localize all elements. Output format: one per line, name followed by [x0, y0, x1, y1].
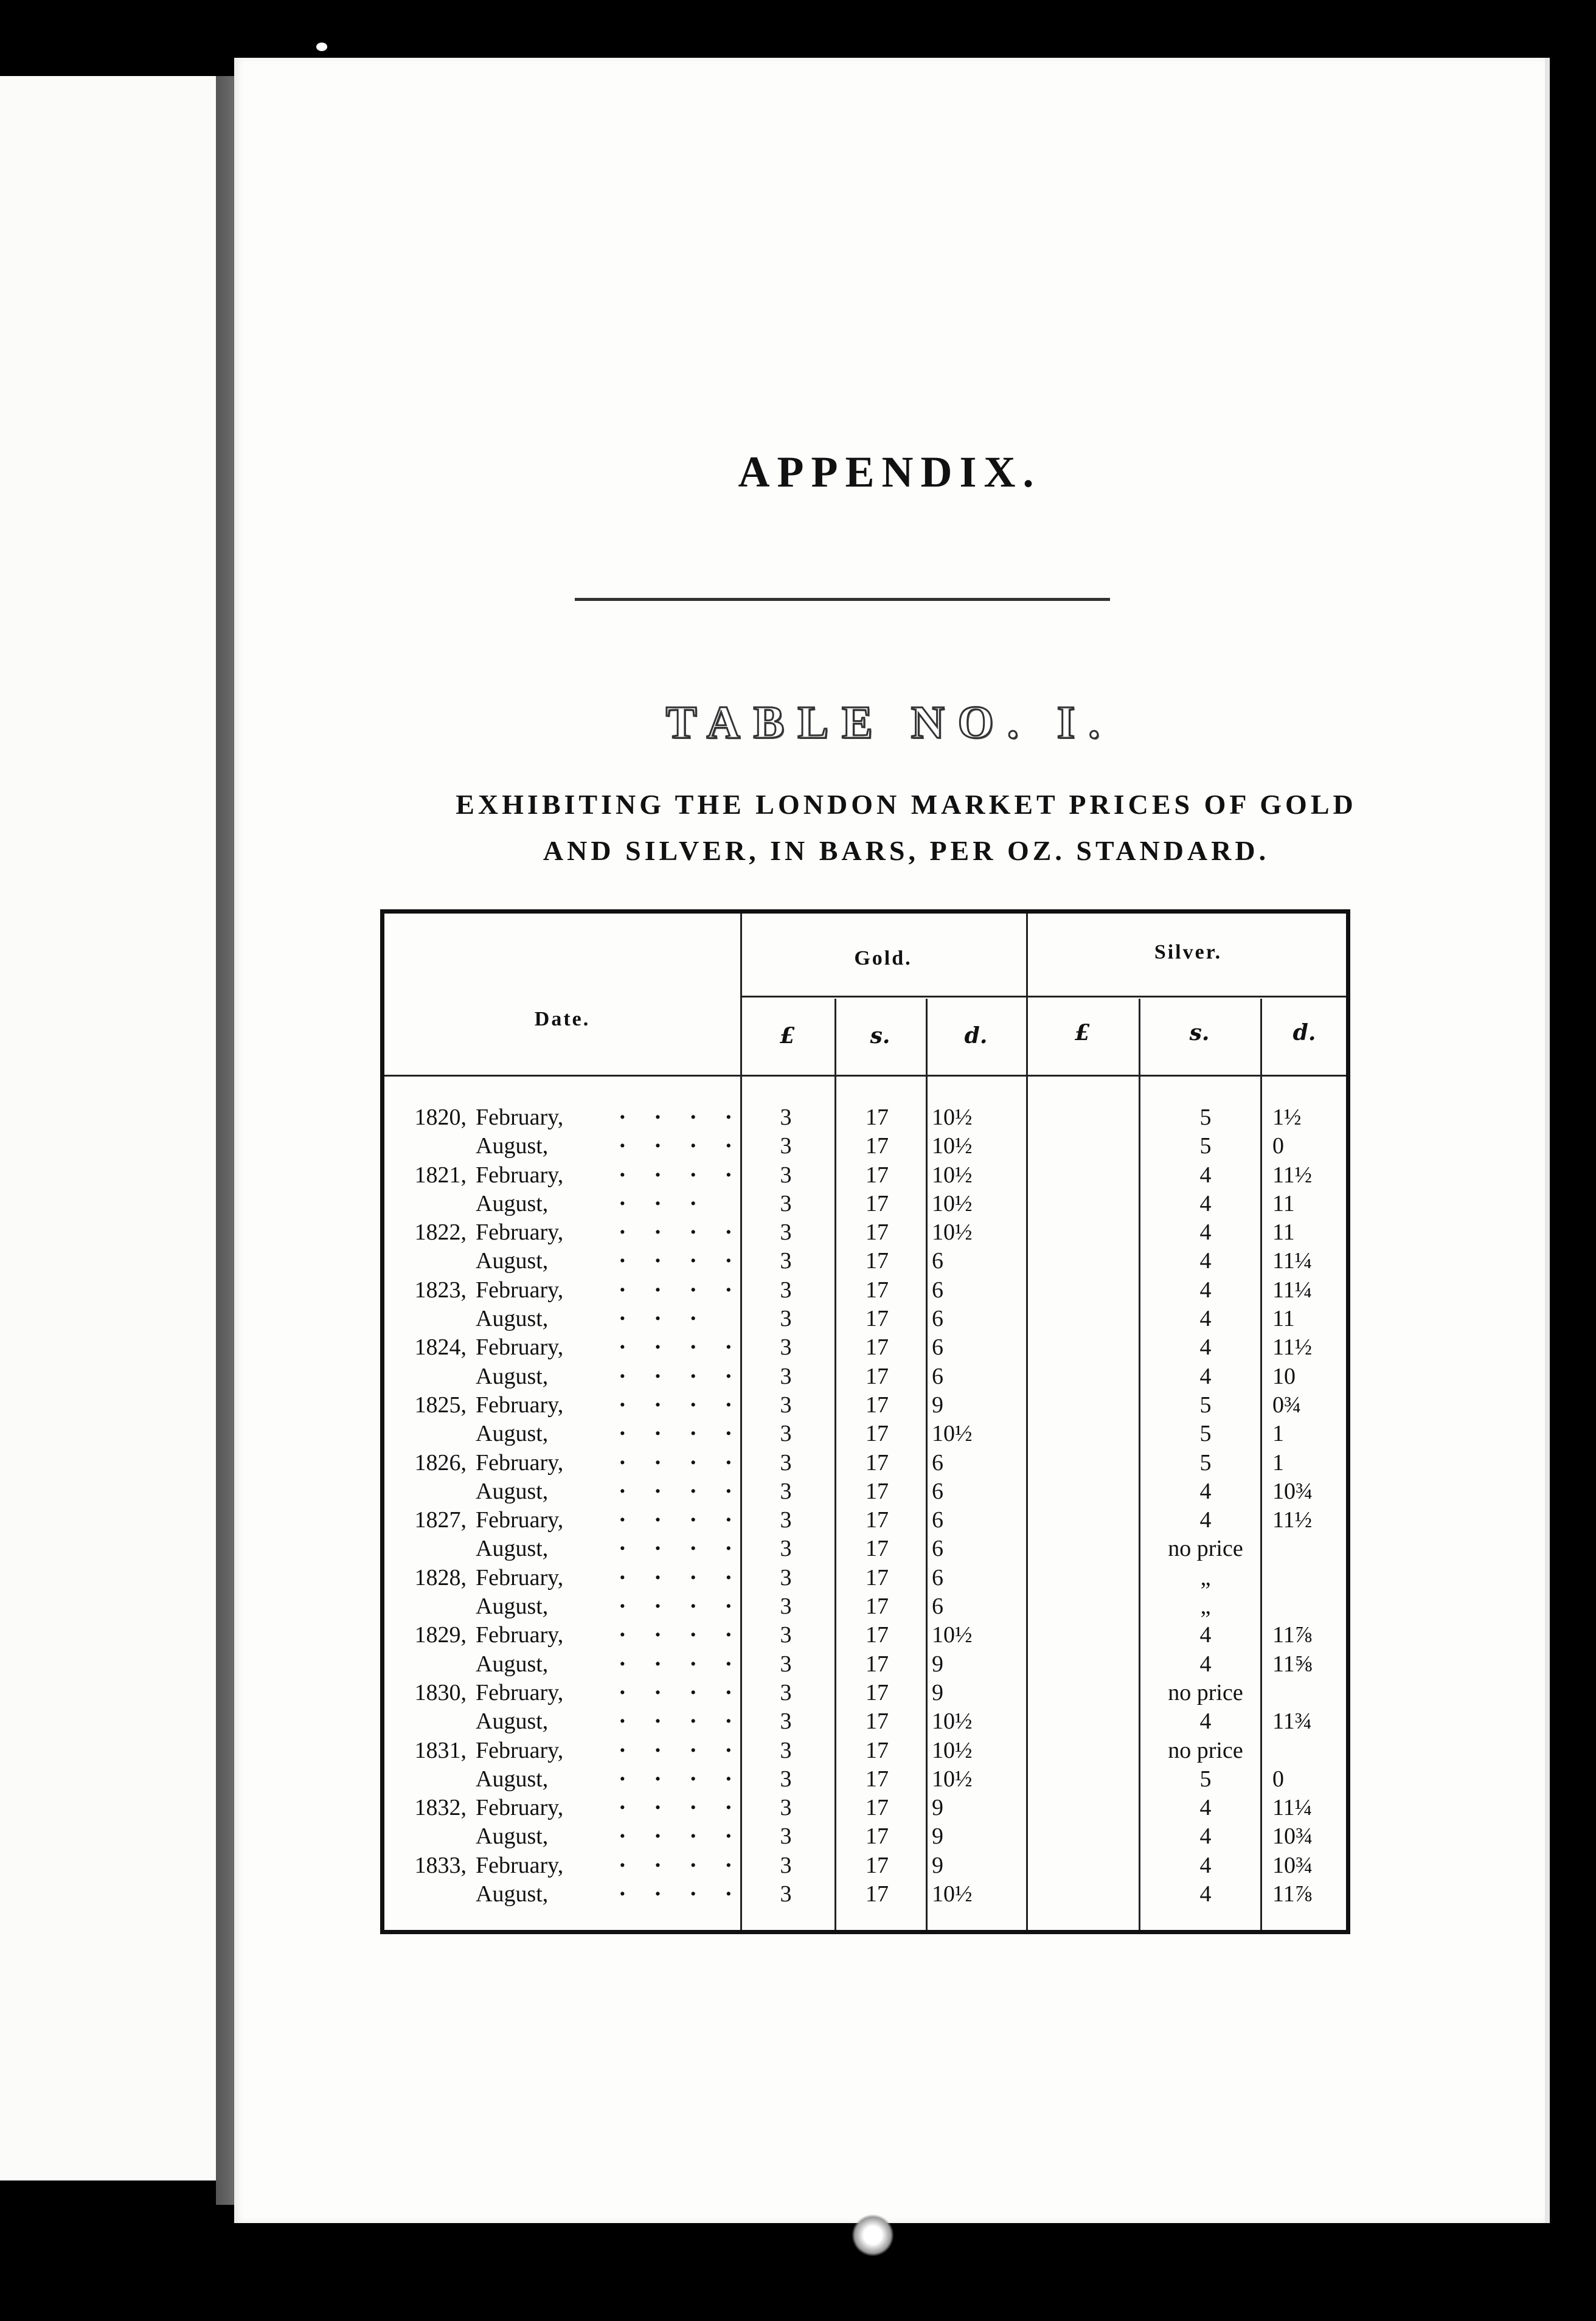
silver-pence-cell: 1 — [1272, 1449, 1284, 1476]
gold-pence-cell: 10½ — [932, 1133, 973, 1159]
silver-pence-cell: 10¾ — [1272, 1852, 1313, 1878]
silver-shillings-cell: 5 — [1199, 1392, 1212, 1418]
gold-pence-cell: 6 — [932, 1507, 943, 1533]
header-silver-pence: d. — [1292, 1020, 1316, 1046]
header-gold-pence: d. — [964, 1023, 988, 1049]
row-year: 1823, — [414, 1277, 467, 1303]
row-leader-dots: · · · · — [619, 1679, 744, 1705]
silver-shillings-cell: 4 — [1199, 1306, 1212, 1332]
gold-pounds-cell: 3 — [780, 1881, 792, 1907]
gold-pounds-cell: 3 — [780, 1105, 792, 1130]
row-month: February, — [476, 1679, 564, 1705]
gold-shillings-cell: 17 — [866, 1564, 889, 1591]
header-silver: Silver. — [1154, 941, 1223, 963]
gold-pence-cell: 10½ — [932, 1766, 973, 1792]
row-month: August, — [476, 1306, 549, 1332]
row-year: 1820, — [414, 1105, 467, 1130]
gold-pounds-cell: 3 — [780, 1737, 792, 1763]
gold-shillings-cell: 17 — [866, 1651, 889, 1677]
table-row — [384, 1103, 1346, 1132]
silver-shillings-cell: 4 — [1199, 1219, 1212, 1246]
gold-pence-cell: 6 — [932, 1536, 943, 1562]
table-title: TABLE NO. I. — [665, 697, 1114, 748]
row-leader-dots: · · · · — [619, 1449, 744, 1476]
table-row — [384, 1420, 1346, 1448]
table-row — [384, 1132, 1346, 1160]
silver-shillings-cell: no price — [1168, 1536, 1243, 1562]
row-month: August, — [476, 1766, 549, 1792]
gold-pounds-cell: 3 — [780, 1823, 792, 1850]
row-leader-dots: · · · · — [619, 1392, 744, 1418]
row-month: August, — [476, 1421, 549, 1447]
gold-pence-cell: 10½ — [932, 1162, 973, 1188]
row-leader-dots: · · · · — [619, 1507, 744, 1533]
table-row — [384, 1650, 1346, 1679]
gold-pounds-cell: 3 — [780, 1277, 792, 1303]
gold-shillings-cell: 17 — [866, 1162, 889, 1188]
row-leader-dots: · · · · — [619, 1277, 744, 1303]
header-silver-pound: £ — [1074, 1020, 1091, 1046]
silver-pence-cell: 10¾ — [1272, 1823, 1313, 1850]
row-leader-dots: · · · — [619, 1190, 709, 1216]
gold-shillings-cell: 17 — [866, 1852, 889, 1878]
table-row — [384, 1247, 1346, 1275]
row-month: February, — [476, 1219, 564, 1246]
row-leader-dots: · · · · — [619, 1766, 744, 1792]
gold-shillings-cell: 17 — [866, 1594, 889, 1620]
gold-shillings-cell: 17 — [866, 1679, 889, 1705]
row-leader-dots: · · · · — [619, 1363, 744, 1389]
row-year: 1833, — [414, 1852, 467, 1878]
row-leader-dots: · · · · — [619, 1823, 744, 1850]
row-year: 1827, — [414, 1507, 467, 1533]
row-year: 1832, — [414, 1795, 467, 1821]
gold-shillings-cell: 17 — [866, 1737, 889, 1763]
table-row — [384, 1679, 1346, 1707]
gold-pence-cell: 9 — [932, 1679, 943, 1705]
gold-pounds-cell: 3 — [780, 1709, 792, 1735]
row-year: 1828, — [414, 1564, 467, 1591]
row-leader-dots: · · · · — [619, 1651, 744, 1677]
document-page — [234, 58, 1550, 2223]
silver-pence-cell: 10¾ — [1272, 1478, 1313, 1504]
gold-pounds-cell: 3 — [780, 1162, 792, 1188]
silver-pence-cell: 11½ — [1272, 1334, 1313, 1361]
gold-shillings-cell: 17 — [866, 1306, 889, 1332]
gold-pounds-cell: 3 — [780, 1478, 792, 1504]
row-year: 1821, — [414, 1162, 467, 1188]
silver-pence-cell: 11⅝ — [1272, 1651, 1313, 1677]
gold-pence-cell: 9 — [932, 1795, 943, 1821]
silver-pence-cell: 0 — [1272, 1766, 1284, 1792]
row-year: 1824, — [414, 1334, 467, 1361]
gold-shillings-cell: 17 — [866, 1277, 889, 1303]
silver-shillings-cell: 5 — [1199, 1105, 1212, 1130]
table-row — [384, 1564, 1346, 1592]
row-month: August, — [476, 1823, 549, 1850]
gold-pounds-cell: 3 — [780, 1306, 792, 1332]
gold-pence-cell: 6 — [932, 1277, 943, 1303]
silver-pence-cell: 11⅞ — [1272, 1622, 1313, 1648]
silver-shillings-cell: 4 — [1199, 1709, 1212, 1735]
gold-pence-cell: 9 — [932, 1852, 943, 1878]
table-row — [384, 1218, 1346, 1247]
table-row — [384, 1333, 1346, 1362]
table-row — [384, 1477, 1346, 1506]
gold-pounds-cell: 3 — [780, 1421, 792, 1447]
silver-shillings-cell: 5 — [1199, 1449, 1212, 1476]
silver-shillings-cell: 4 — [1199, 1823, 1212, 1850]
table-row — [384, 1161, 1346, 1190]
gold-shillings-cell: 17 — [866, 1881, 889, 1907]
gold-pence-cell: 6 — [932, 1363, 943, 1389]
subtitle-line-2: AND SILVER, IN BARS, PER OZ. STANDARD. — [543, 835, 1270, 866]
silver-shillings-cell: 4 — [1199, 1162, 1212, 1188]
gold-pounds-cell: 3 — [780, 1507, 792, 1533]
row-leader-dots: · · · · — [619, 1421, 744, 1447]
row-leader-dots: · · · · — [619, 1881, 744, 1907]
gold-pence-cell: 6 — [932, 1449, 943, 1476]
gold-pounds-cell: 3 — [780, 1622, 792, 1648]
table-row — [384, 1276, 1346, 1305]
gold-pounds-cell: 3 — [780, 1363, 792, 1389]
silver-pence-cell: 11¾ — [1272, 1709, 1313, 1735]
gold-pounds-cell: 3 — [780, 1536, 792, 1562]
row-month: February, — [476, 1564, 564, 1591]
silver-shillings-cell: 4 — [1199, 1507, 1212, 1533]
gold-shillings-cell: 17 — [866, 1133, 889, 1159]
gold-pounds-cell: 3 — [780, 1852, 792, 1878]
gold-pence-cell: 9 — [932, 1392, 943, 1418]
gold-pounds-cell: 3 — [780, 1766, 792, 1792]
appendix-title: APPENDIX. — [738, 448, 1041, 496]
table-row — [384, 1794, 1346, 1822]
row-year: 1825, — [414, 1392, 467, 1418]
gold-pence-cell: 6 — [932, 1478, 943, 1504]
gold-pence-cell: 10½ — [932, 1881, 973, 1907]
silver-shillings-cell: 4 — [1199, 1363, 1212, 1389]
table-row — [384, 1765, 1346, 1794]
gold-pounds-cell: 3 — [780, 1449, 792, 1476]
row-leader-dots: · · · · — [619, 1334, 744, 1361]
row-month: August, — [476, 1248, 549, 1274]
row-year: 1830, — [414, 1679, 467, 1705]
gold-shillings-cell: 17 — [866, 1823, 889, 1850]
silver-pence-cell: 1 — [1272, 1421, 1284, 1447]
gold-pounds-cell: 3 — [780, 1334, 792, 1361]
row-leader-dots: · · · — [619, 1306, 709, 1332]
silver-pence-cell: 11⅞ — [1272, 1881, 1313, 1907]
gold-pence-cell: 10½ — [932, 1709, 973, 1735]
binding-mark — [852, 2214, 894, 2257]
silver-pence-cell: 11¼ — [1272, 1795, 1313, 1821]
row-year: 1831, — [414, 1737, 467, 1763]
silver-pence-cell: 10 — [1272, 1363, 1296, 1389]
row-leader-dots: · · · · — [619, 1162, 744, 1188]
gold-pence-cell: 10½ — [932, 1190, 973, 1216]
row-month: February, — [476, 1507, 564, 1533]
silver-pence-cell: 0 — [1272, 1133, 1284, 1159]
table-row — [384, 1449, 1346, 1477]
table-subtitle — [380, 782, 1432, 874]
gold-pounds-cell: 3 — [780, 1133, 792, 1159]
gold-pounds-cell: 3 — [780, 1651, 792, 1677]
table-row — [384, 1391, 1346, 1420]
gold-pounds-cell: 3 — [780, 1248, 792, 1274]
gold-pounds-cell: 3 — [780, 1594, 792, 1620]
gold-shillings-cell: 17 — [866, 1478, 889, 1504]
row-leader-dots: · · · · — [619, 1594, 744, 1620]
gold-shillings-cell: 17 — [866, 1248, 889, 1274]
silver-shillings-cell: 4 — [1199, 1190, 1212, 1216]
silver-shillings-cell: 4 — [1199, 1622, 1212, 1648]
row-month: February, — [476, 1622, 564, 1648]
silver-shillings-cell: no price — [1168, 1737, 1243, 1763]
gold-shillings-cell: 17 — [866, 1622, 889, 1648]
header-silver-shilling: s. — [1189, 1020, 1210, 1046]
gold-shillings-cell: 17 — [866, 1219, 889, 1246]
gold-pounds-cell: 3 — [780, 1795, 792, 1821]
row-leader-dots: · · · · — [619, 1219, 744, 1246]
silver-shillings-cell: 4 — [1199, 1248, 1212, 1274]
silver-pence-cell: 11¼ — [1272, 1277, 1313, 1303]
row-month: August, — [476, 1478, 549, 1504]
table-row — [384, 1535, 1346, 1563]
silver-shillings-cell: 4 — [1199, 1881, 1212, 1907]
silver-shillings-cell: 5 — [1199, 1133, 1212, 1159]
row-month: February, — [476, 1449, 564, 1476]
gold-pence-cell: 6 — [932, 1564, 943, 1591]
gold-shillings-cell: 17 — [866, 1766, 889, 1792]
table-row — [384, 1362, 1346, 1391]
row-month: August, — [476, 1594, 549, 1620]
silver-shillings-cell: 5 — [1199, 1766, 1212, 1792]
silver-pence-cell: 11 — [1272, 1190, 1295, 1216]
silver-shillings-cell: 4 — [1199, 1277, 1212, 1303]
silver-pence-cell: 11¼ — [1272, 1248, 1313, 1274]
silver-shillings-cell: no price — [1168, 1679, 1243, 1705]
row-year: 1822, — [414, 1219, 467, 1246]
gold-pence-cell: 10½ — [932, 1737, 973, 1763]
silver-pence-cell: 11 — [1272, 1219, 1295, 1246]
gold-shillings-cell: 17 — [866, 1334, 889, 1361]
row-leader-dots: · · · · — [619, 1852, 744, 1878]
row-leader-dots: · · · · — [619, 1622, 744, 1648]
silver-shillings-cell: 4 — [1199, 1334, 1212, 1361]
silver-shillings-cell: 4 — [1199, 1795, 1212, 1821]
row-month: February, — [476, 1737, 564, 1763]
row-month: August, — [476, 1651, 549, 1677]
gold-pence-cell: 10½ — [932, 1421, 973, 1447]
table-row — [384, 1851, 1346, 1880]
row-month: February, — [476, 1277, 564, 1303]
table-row — [384, 1707, 1346, 1736]
row-month: August, — [476, 1133, 549, 1159]
gold-pounds-cell: 3 — [780, 1190, 792, 1216]
gold-pounds-cell: 3 — [780, 1392, 792, 1418]
silver-pence-cell: 11 — [1272, 1306, 1295, 1332]
gold-pence-cell: 6 — [932, 1306, 943, 1332]
gold-shillings-cell: 17 — [866, 1105, 889, 1130]
gold-shillings-cell: 17 — [866, 1392, 889, 1418]
gold-pence-cell: 9 — [932, 1651, 943, 1677]
header-rule-upper — [740, 996, 1346, 997]
row-leader-dots: · · · · — [619, 1248, 744, 1274]
gold-shillings-cell: 17 — [866, 1536, 889, 1562]
row-month: August, — [476, 1536, 549, 1562]
gold-shillings-cell: 17 — [866, 1449, 889, 1476]
silver-shillings-cell: 4 — [1199, 1478, 1212, 1504]
table-row — [384, 1880, 1346, 1909]
row-month: August, — [476, 1709, 549, 1735]
gold-pence-cell: 6 — [932, 1594, 943, 1620]
gold-pence-cell: 6 — [932, 1334, 943, 1361]
header-gold-pound: £ — [779, 1023, 796, 1049]
price-table — [380, 909, 1350, 1934]
row-year: 1829, — [414, 1622, 467, 1648]
silver-shillings-cell: 4 — [1199, 1651, 1212, 1677]
row-month: February, — [476, 1392, 564, 1418]
gold-shillings-cell: 17 — [866, 1709, 889, 1735]
header-date: Date. — [534, 1008, 591, 1030]
table-row — [384, 1305, 1346, 1333]
row-month: August, — [476, 1363, 549, 1389]
scan-speck — [316, 43, 327, 51]
header-gold-shilling: s. — [870, 1023, 890, 1049]
left-page-edge — [0, 76, 243, 2180]
row-leader-dots: · · · · — [619, 1737, 744, 1763]
silver-pence-cell: 11½ — [1272, 1507, 1313, 1533]
gold-shillings-cell: 17 — [866, 1795, 889, 1821]
gold-pounds-cell: 3 — [780, 1219, 792, 1246]
row-leader-dots: · · · · — [619, 1478, 744, 1504]
row-leader-dots: · · · · — [619, 1133, 744, 1159]
row-month: February, — [476, 1852, 564, 1878]
row-month: August, — [476, 1190, 549, 1216]
silver-pence-cell: 0¾ — [1272, 1392, 1302, 1418]
silver-shillings-cell: 4 — [1199, 1852, 1212, 1878]
gold-shillings-cell: 17 — [866, 1507, 889, 1533]
row-leader-dots: · · · · — [619, 1564, 744, 1591]
row-leader-dots: · · · · — [619, 1536, 744, 1562]
table-row — [384, 1506, 1346, 1535]
gold-pence-cell: 10½ — [932, 1105, 973, 1130]
table-row — [384, 1592, 1346, 1621]
silver-pence-cell: 1½ — [1272, 1105, 1302, 1130]
header-gold: Gold. — [854, 947, 912, 970]
header-rule-lower — [384, 1075, 1346, 1077]
table-row — [384, 1822, 1346, 1851]
row-leader-dots: · · · · — [619, 1105, 744, 1130]
table-row — [384, 1190, 1346, 1218]
row-month: February, — [476, 1795, 564, 1821]
row-leader-dots: · · · · — [619, 1795, 744, 1821]
row-leader-dots: · · · · — [619, 1709, 744, 1735]
gold-shillings-cell: 17 — [866, 1190, 889, 1216]
silver-shillings-cell: 5 — [1199, 1421, 1212, 1447]
gold-pence-cell: 10½ — [932, 1219, 973, 1246]
silver-shillings-cell: „ — [1200, 1594, 1211, 1620]
row-month: February, — [476, 1334, 564, 1361]
subtitle-line-1: EXHIBITING THE LONDON MARKET PRICES OF GOLD — [456, 789, 1357, 820]
silver-pence-cell: 11½ — [1272, 1162, 1313, 1188]
table-row — [384, 1736, 1346, 1765]
row-month: February, — [476, 1105, 564, 1130]
title-rule — [575, 598, 1110, 601]
table-row — [384, 1621, 1346, 1650]
table-body — [384, 1103, 1346, 1909]
row-year: 1826, — [414, 1449, 467, 1476]
row-month: August, — [476, 1881, 549, 1907]
silver-shillings-cell: „ — [1200, 1564, 1211, 1591]
gold-pounds-cell: 3 — [780, 1679, 792, 1705]
gold-pounds-cell: 3 — [780, 1564, 792, 1591]
gold-pence-cell: 10½ — [932, 1622, 973, 1648]
gold-pence-cell: 6 — [932, 1248, 943, 1274]
gold-pence-cell: 9 — [932, 1823, 943, 1850]
row-month: February, — [476, 1162, 564, 1188]
gold-shillings-cell: 17 — [866, 1421, 889, 1447]
gold-shillings-cell: 17 — [866, 1363, 889, 1389]
